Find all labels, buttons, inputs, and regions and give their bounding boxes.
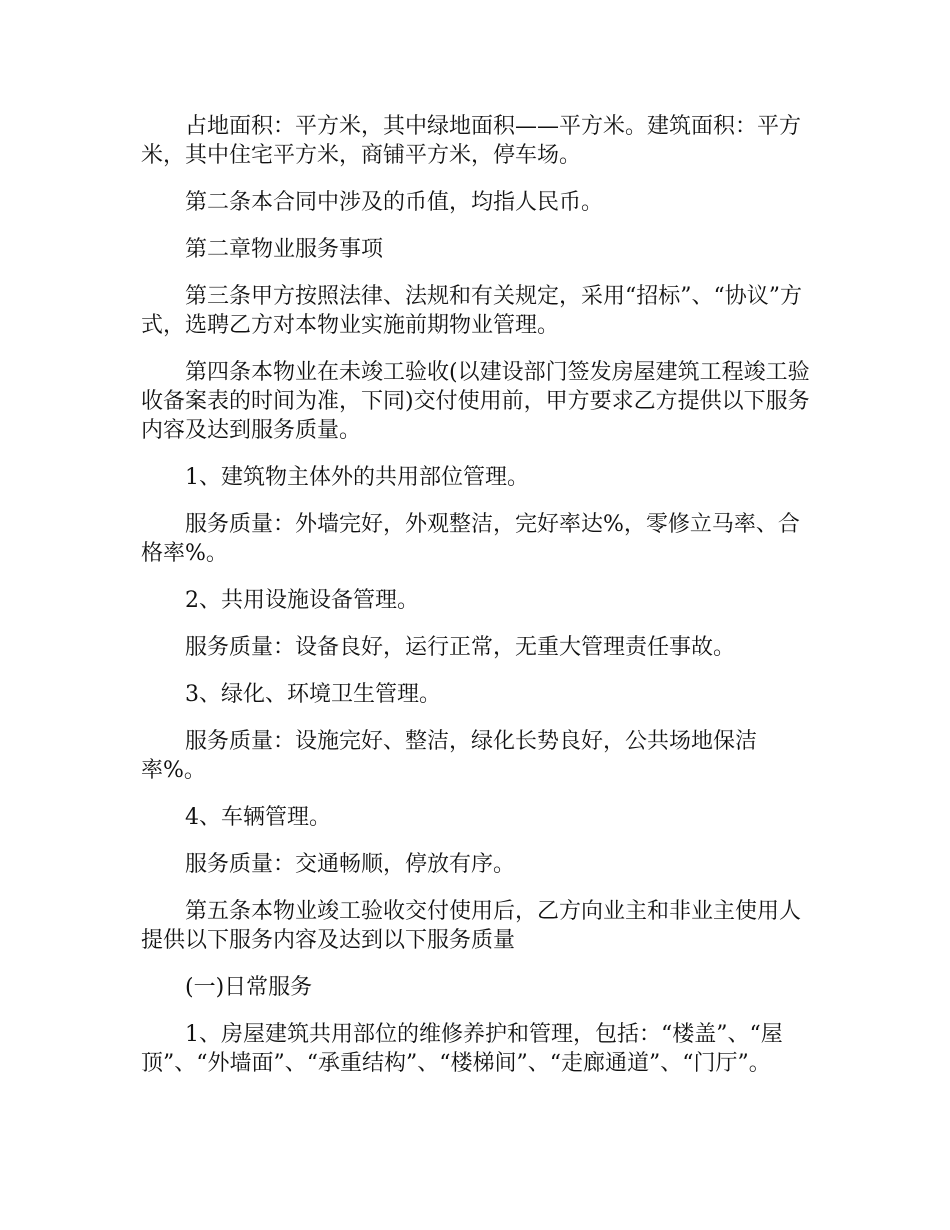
service-quality-greening: 服务质量：设施完好、整洁，绿化长势良好，公共场地保洁率%。 [141,729,758,783]
document-body [141,112,813,1096]
paragraph-article-3: 第三条甲方按照法律、法规和有关规定，采用“招标”、“协议”方式，选聘乙方对本物业实施前期物业管理。 [141,284,802,338]
list-item-shared-facilities: 2、共用设施设备管理。 [185,588,419,613]
service-quality-facilities: 服务质量：设备良好，运行正常，无重大管理责任事故。 [185,635,736,660]
service-quality-vehicles: 服务质量：交通畅顺，停放有序。 [185,852,516,877]
paragraph-article-4: 第四条本物业在未竣工验收(以建设部门签发房屋建筑工程竣工验收备案表的时间为准，下同)交付使用前，甲方要求乙方提供以下服务内容及达到服务质量。 [141,360,810,443]
paragraph-site-area: 占地面积：平方米，其中绿地面积——平方米。建筑面积：平方米，其中住宅平方米，商铺平方米，停车场。 [141,114,802,168]
service-quality-exterior: 服务质量：外墙完好，外观整洁，完好率达%，零修立马率、合格率%。 [141,512,800,566]
list-item-vehicle-management: 4、车辆管理。 [185,805,331,830]
paragraph-article-2: 第二条本合同中涉及的币值，均指人民币。 [185,190,604,215]
section-heading-daily-service: (一)日常服务 [185,975,313,1000]
chapter-heading-2: 第二章物业服务事项 [185,237,384,262]
paragraph-article-5: 第五条本物业竣工验收交付使用后，乙方向业主和非业主使用人提供以下服务内容及达到以下服务质量 [141,899,802,953]
list-item-shared-parts-maintenance: 1、房屋建筑共用部位的维修养护和管理，包括：“楼盖”、“屋顶”、“外墙面”、“承重结构”、“楼梯间”、“走廊通道”、“门厅”。 [141,1022,783,1076]
list-item-building-exterior: 1、建筑物主体外的共用部位管理。 [185,465,529,490]
list-item-greening-sanitation: 3、绿化、环境卫生管理。 [185,682,441,707]
